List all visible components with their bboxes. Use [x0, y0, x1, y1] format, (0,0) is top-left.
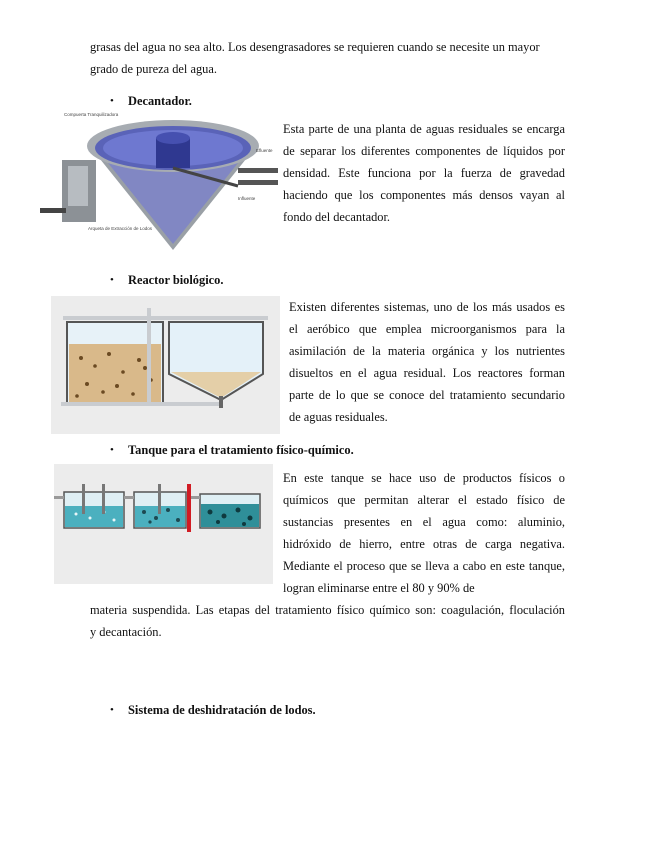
tanque-paragraph [283, 467, 565, 599]
decantador-heading: Decantador. [128, 94, 192, 108]
figure-label-efluente: Efluente [256, 148, 273, 153]
figure-label-influente: Influente [238, 196, 256, 201]
tanque-heading: Tanque para el tratamiento físico-químico. [128, 443, 354, 457]
tanque-figure [54, 464, 273, 584]
decantador-line-3: densidad. Este funciona por la fuerza de gravedad [283, 166, 565, 180]
decantador-paragraph [283, 118, 565, 228]
intro-line-2: grado de pureza del agua. [90, 62, 217, 76]
reactor-line-1: Existen diferentes sistemas, uno de los más usados es [289, 300, 565, 314]
deshidratacion-heading: Sistema de deshidratación de lodos. [128, 703, 316, 717]
tanque-line-1: En este tanque se hace uso de productos físicos o [283, 471, 565, 485]
tanque-line-3: sustancias presentes en el agua como: aluminio, [283, 515, 565, 529]
reactor-line-2: el aeróbico que emplea microorganismos para la [289, 322, 565, 336]
reactor-heading: Reactor biológico. [128, 273, 224, 287]
tanque-line-5: Mediante el proceso que se lleva a cabo en este tanque, [283, 559, 565, 573]
decantador-line-2: de separar los diferentes componentes de líquidos por [283, 144, 565, 158]
decantador-line-4: haciendo que los componentes más densos vayan al [283, 188, 565, 202]
reactor-line-3: asimilación de la materia orgánica y los nutrientes [289, 344, 565, 358]
figure-label-compuerta: Compuerta Tranquilizadora [64, 112, 119, 117]
figure-label-arqueta: Arqueta de Extracción de Lodos [88, 226, 153, 231]
decantador-line-1: Esta parte de una planta de aguas residuales se encarga [283, 122, 565, 136]
reactor-line-4: disueltos en el agua residual. Los reactores forman [289, 366, 565, 380]
bullet: • [110, 274, 114, 286]
reactor-line-5: parte de lo que se conoce del tratamiento secundario [289, 388, 565, 402]
tanque-continuation [90, 599, 565, 643]
bullet: • [110, 704, 114, 716]
tanque-continuation-line-1: materia suspendida. Las etapas del tratamiento físico químico son: coagulación, floculación [90, 603, 565, 617]
intro-line-1: grasas del agua no sea alto. Los desengrasadores se requieren cuando se necesite un mayor [90, 40, 540, 54]
reactor-figure [51, 296, 280, 434]
decantador-line-5: fondo del decantador. [283, 210, 391, 224]
decantador-figure [38, 108, 280, 256]
reactor-paragraph [289, 296, 565, 428]
tanque-line-4: hidróxido de hierro, entre otras de carga negativa. [283, 537, 565, 551]
tanque-continuation-line-2: y decantación. [90, 625, 162, 639]
bullet: • [110, 95, 114, 107]
reactor-line-6: de aguas residuales. [289, 410, 388, 424]
tanque-line-6: logran eliminarse entre el 80 y 90% de [283, 581, 475, 595]
bullet: • [110, 444, 114, 456]
tanque-line-2: químicos que permitan alterar el estado físico de [283, 493, 565, 507]
